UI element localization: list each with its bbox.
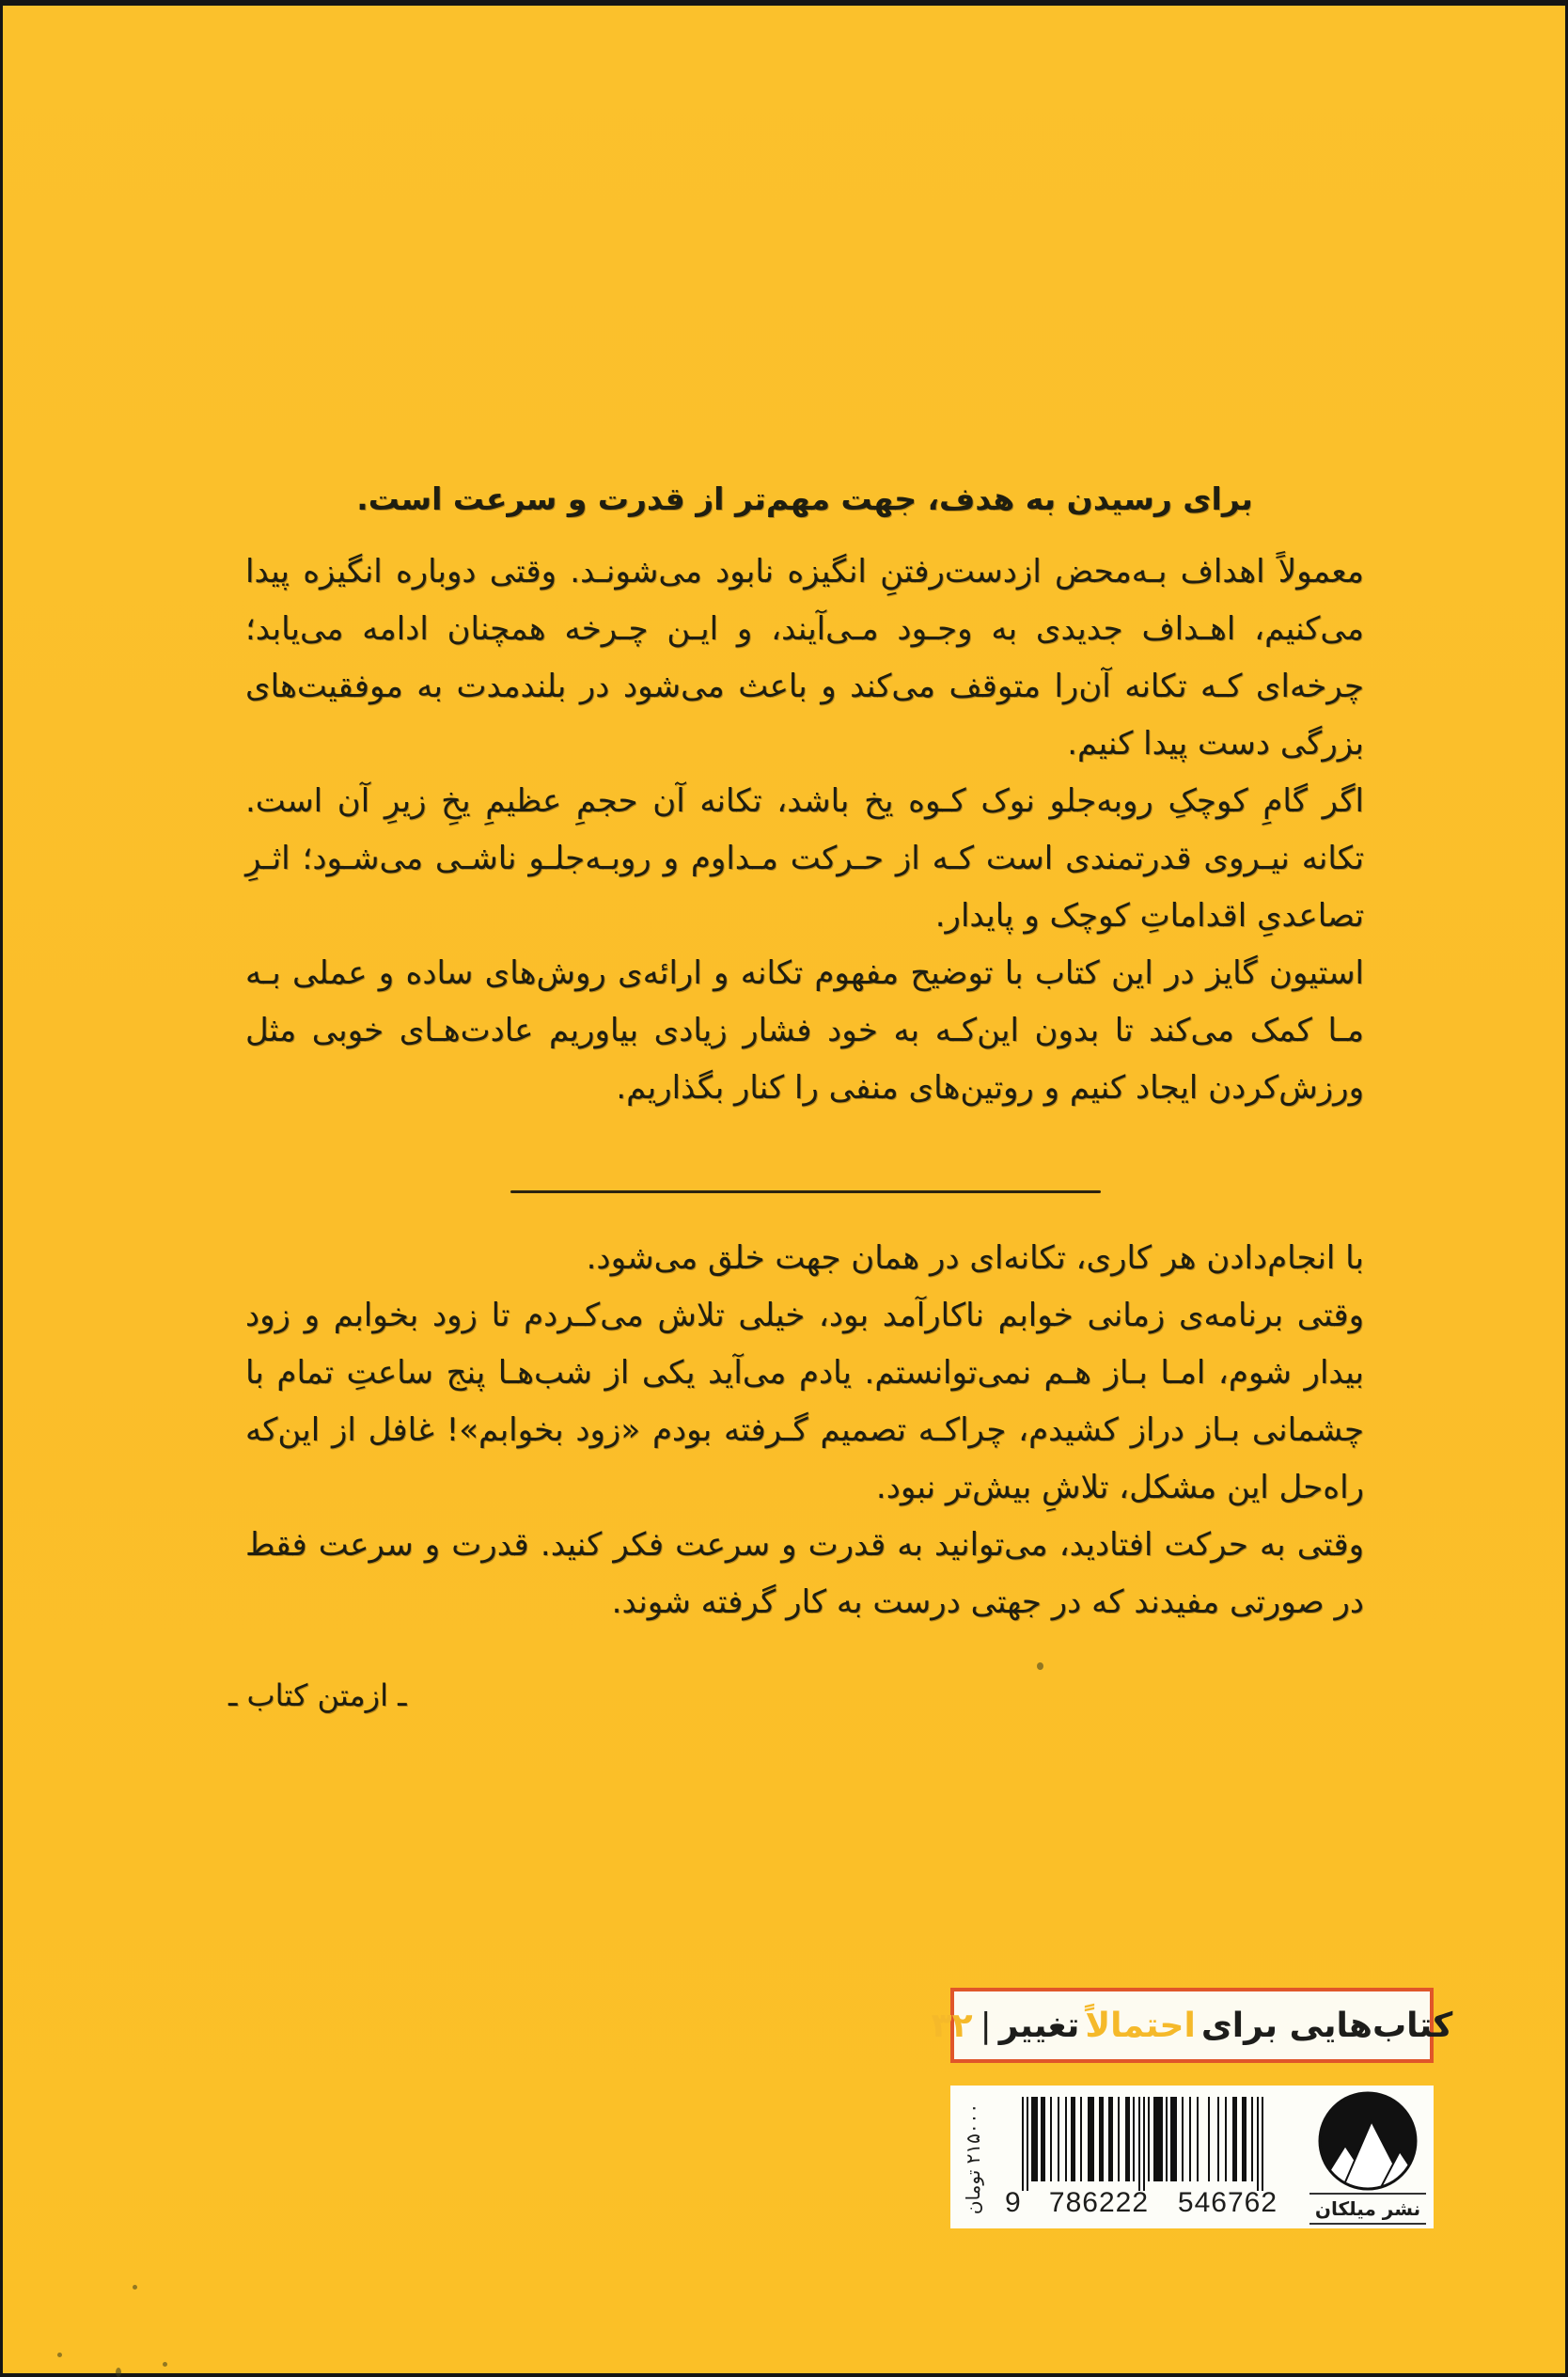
isbn-group-2: 546762 [1177,2187,1278,2218]
description-paragraph-3: استیون گایز در این کتاب با توضیح مفهوم تکانه و ارائه‌ی روش‌های ساده و عملی بـه مـا کمک می‌کند تا بدون این‌کـه به خود فشار زیادی بیاوریم عادت‌هـای خوبی مثل ورزش‌کردن ایجاد کنیم و روتین‌های منفی را کنار بگذاریم. [245,954,1364,1107]
series-number: ۳۲ [931,2006,973,2045]
excerpt-paragraph-1: با انجام‌دادن هر کاری، تکانه‌ای در همان جهت خلق می‌شود. [586,1239,1364,1277]
excerpt-source-note: ـ ازمتن کتاب ـ [228,1677,407,1713]
series-highlight: احتمالاً [1085,2006,1196,2045]
series-label-box [931,1988,1453,2063]
isbn-number [1005,2187,1296,2219]
isbn-group-1: 786222 [1048,2187,1149,2218]
description-paragraph-2: اگر گامِ کوچکِ روبه‌جلو نوک کـوه یخ باشد، تکانه آن حجمِ عظیمِ یخِ زیرِ آن است. تکانه نیـروی قدرتمندی است کـه از حـرکت مـداوم و روبـه‌جلـو ناشـی می‌شـود؛ اثـرِ تصاعدیِ اقداماتِ کوچک و پایدار. [245,782,1364,935]
series-separator: | [980,2006,992,2045]
section-divider [510,1190,1101,1193]
publisher-name: نشر میلکان [1309,2193,1426,2225]
barcode-icon [1022,2097,1285,2191]
series-suffix: تغییر [998,2006,1080,2045]
description-block [245,543,1364,1117]
series-prefix: کتاب‌هایی برای [1200,2006,1453,2045]
isbn-prefix-digit: 9 [1005,2187,1022,2218]
book-back-cover [3,6,1565,2373]
price-label [954,2093,992,2225]
excerpt-paragraph-3: وقتی به حرکت افتادید، می‌توانید به قدرت و سرعت فکر کنید. قدرت و سرعت فقط در صورتی مفیدند که در جهتی درست به کار گرفته شوند. [245,1526,1364,1621]
excerpt-paragraph-2: وقتی برنامه‌ی زمانی خوابم ناکارآمد بود، خیلی تلاش می‌کـردم تا زود بخوابم و زود بیدار شوم، امـا بـاز هـم نمی‌توانستم. یادم می‌آید یکی از شب‌هـا پنج ساعتِ تمام با چشمانی بـاز دراز کشیدم، چراکـه تصمیم گـرفته بودم «زود بخوابم»! غافل از این‌که راه‌حل این مشکل، تلاشِ بیش‌تر نبود. [245,1297,1364,1506]
cover-headline: برای رسیدن به هدف، جهت مهم‌تر از قدرت و سرعت است. [356,480,1253,517]
publisher-logo-block [1309,2091,1426,2228]
barcode-panel [950,2086,1434,2228]
mountain-logo-icon [1309,2091,1426,2191]
description-paragraph-1: معمولاً اهداف بـه‌محض ازدست‌رفتنِ انگیزه نابود می‌شونـد. وقتی دوباره انگیزه پیدا می‌کنیم، اهـداف جدیدی به وجـود مـی‌آیند، و ایـن چـرخه همچنان ادامه می‌یابد؛ چرخه‌ای کـه تکانه آن‌را متوقف می‌کند و باعث می‌شود در بلندمدت به موفقیت‌های بزرگی دست پیدا کنیم. [245,553,1364,763]
price-text: ۲۱۵۰۰۰ تومان [962,2102,985,2215]
excerpt-block [245,1230,1364,1631]
